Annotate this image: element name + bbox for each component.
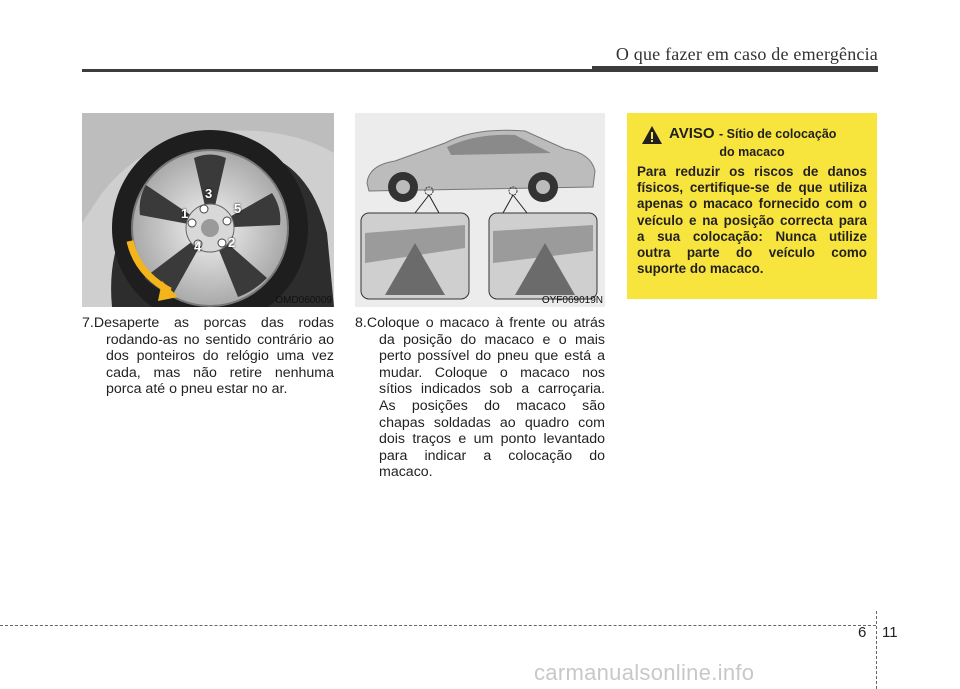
lug-nut-label-1: 1 [181,206,189,221]
watermark: carmanualsonline.info [534,660,755,685]
warning-subtitle-line2: do macaco [719,145,785,159]
warning-triangle-icon [641,125,663,145]
wheel-drawing [82,113,334,307]
lug-nut-label-5: 5 [234,201,242,216]
step-7-text [82,315,334,398]
footer-divider [876,611,877,689]
warning-header [637,125,867,145]
wheel-illustration [82,113,334,307]
warning-title: AVISO [669,125,715,142]
figure-code: OMD060009 [275,295,332,306]
step-8-text [355,315,605,481]
page-header-title: O que fazer em caso de emergência [615,44,878,64]
warning-body: Para reduzir os riscos de danos físicos, certifique-se de que utiliza apenas o macaco fornecido com o veículo e na posição correcta para a sua colocação: Nunca utilize outra parte do veículo como suporte do macaco. [637,164,867,277]
footer-rule [0,625,876,626]
step-7-paragraph: 7.Desaperte as porcas das rodas rodando-as no sentido contrário ao dos ponteiros do relógio uma vez cada, mas não retire nenhuma porca até o pneu estar no ar. [82,315,334,398]
figure-code: OYF069019N [541,295,603,306]
warning-subtitle: - Sítio de colocação [719,127,837,141]
warning-box [627,113,877,299]
chapter-number: 6 [858,624,867,641]
lug-nut-label-2: 2 [228,235,236,250]
lug-nut-label-4: 4 [194,239,202,254]
header-rule-accent [592,66,878,71]
lug-nut-label-3: 3 [205,186,213,201]
page-number: 11 [882,624,898,641]
car-jack-drawing [355,113,605,307]
step-8-paragraph: 8.Coloque o macaco à frente ou atrás da posição do macaco e o mais perto possível do pneu que está a mudar. Coloque o macaco nos sítios indicados sob a carroçaria. As posições do macaco são chapas soldadas ao quadro com dois traços e um ponto levantado para indicar a colocação do macaco. [355,315,605,481]
jack-position-illustration [355,113,605,307]
